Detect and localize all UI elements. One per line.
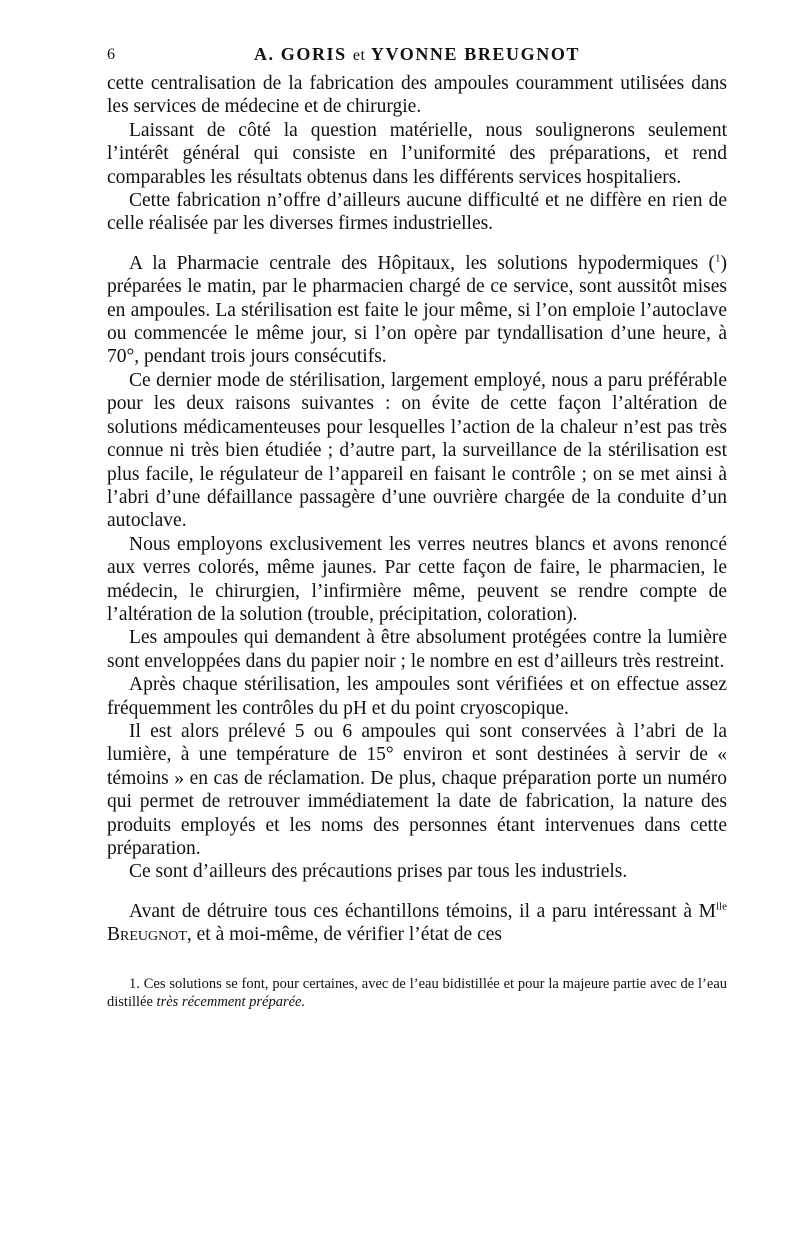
paragraph-pharmacie-text-a: A la Pharmacie centrale des Hôpitaux, les solutions hypodermiques ( <box>129 252 715 274</box>
paragraph-sterilisation-mode: Ce dernier mode de stérilisation, largement employé, nous a paru préférable pour les deux raisons suivantes : on évite de cette façon l’altération de solutions médicamenteuses pour lesquelles l’action de la chaleur n’est pas très connue ni très bien étudiée ; d’autre part, la surveillance de la stérilisation est plus facile, le régulateur de l’appareil en faisant le contrôle ; on se met ainsi à l’abri d’une défaillance passagère d’une ouvrière chargée de la conduite d’un autoclave. <box>107 369 727 532</box>
paragraph-precautions: Ce sont d’ailleurs des précautions prises par tous les industriels. <box>129 861 628 883</box>
paragraph-pharmacie-centrale <box>107 252 727 369</box>
paragraph-continuation: cette centralisation de la fabrication des ampoules couramment utilisées dans les services de médecine et de chirurgie. <box>107 73 727 118</box>
paragraph-fabrication: Cette fabrication n’offre d’ailleurs aucune difficulté et ne diffère en rien de celle réalisée par les diverses firmes industrielles. <box>107 190 727 235</box>
page-number: 6 <box>107 46 115 63</box>
paragraph-material-question: Laissant de côté la question matérielle, nous soulignerons seulement l’intérêt général qui consiste en l’uniformité des préparations, et rend comparables les résultats obtenus dans les différents services hospitaliers. <box>107 119 727 188</box>
paragraph-verres-neutres: Nous employons exclusivement les verres neutres blancs et avons renoncé aux verres colorés, même jaunes. Par cette façon de faire, le pharmacien, le médecin, le chirurgien, l’infirmière même, peuvent se rendre compte de l’altération de la solution (trouble, précipitation, coloration). <box>107 533 727 625</box>
footnote-label: 1. <box>129 975 140 992</box>
author-goris: A. GORIS <box>253 44 347 64</box>
paragraph-echantillons-text-b: , et à moi-même, de vérifier l’état de ces <box>186 924 502 946</box>
footnote-1 <box>107 975 727 1012</box>
page <box>107 36 727 1012</box>
paragraph-temoins: Il est alors prélevé 5 ou 6 ampoules qui sont conservées à l’abri de la lumière, à une température de 15° environ et sont destinées à servir de « témoins » en cas de réclamation. De plus, chaque préparation porte un numéro qui permet de retrouver immédiatement la date de fabrication, la nature des produits employés et les noms des personnes étant intervenues dans cette préparation. <box>107 720 727 859</box>
paragraph-papier-noir: Les ampoules qui demandent à être absolument protégées contre la lumière sont enveloppées dans du papier noir ; le nombre en est d’ailleurs très restreint. <box>107 627 727 672</box>
paragraph-verification: Après chaque stérilisation, les ampoules sont vérifiées et on effectue assez fréquemment les contrôles du pH et du point cryoscopique. <box>107 674 727 719</box>
author-breugnot: YVONNE BREUGNOT <box>370 44 581 64</box>
author-conjunction: et <box>352 47 366 64</box>
paragraph-pharmacie-text-b: ) préparées le matin, par le pharmacien chargé de ce service, sont aussitôt mises en ampoules. La stérilisation est faite le jour même, si l’on emploie l’autoclave ou commencée le même jour, si l’on opère par tyndallisation d’une heure, à 70°, pendant trois jours consécutifs. <box>107 252 727 368</box>
running-title <box>107 44 727 65</box>
running-header <box>107 36 727 72</box>
footnote-emphasis: très récemment préparée. <box>156 994 306 1011</box>
paragraph-echantillons <box>107 900 727 947</box>
footnotes <box>107 975 727 1012</box>
title-superscript: lle <box>716 900 727 913</box>
footnote-text: Ces solutions se font, pour certaines, avec de l’eau bidistillée et pour la majeure partie avec de l’eau distillée <box>107 975 728 1011</box>
person-name: Breugnot <box>107 924 187 946</box>
footnote-reference: 1 <box>715 252 721 265</box>
body-text <box>107 72 727 947</box>
paragraph-echantillons-text-a: Avant de détruire tous ces échantillons témoins, il a paru intéressant à M <box>129 900 716 922</box>
